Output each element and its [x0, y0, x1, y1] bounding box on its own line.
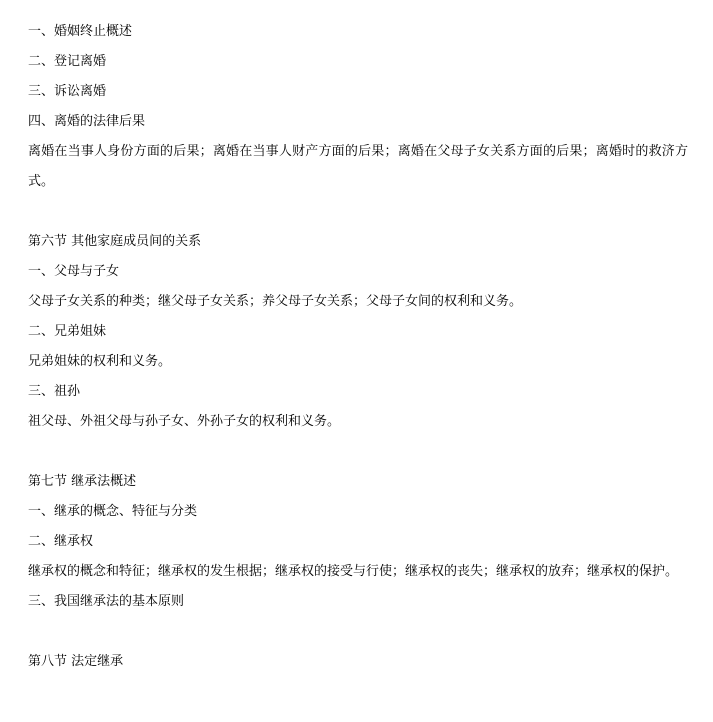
list-item: 一、婚姻终止概述: [28, 24, 133, 39]
paragraph: 继承权的概念和特征；继承权的发生根据；继承权的接受与行使；继承权的丧失；继承权的放弃；继承权的保护。: [28, 564, 679, 579]
list-item: 三、祖孙: [28, 384, 81, 399]
list-item: 二、登记离婚: [28, 54, 107, 69]
document-body: [28, 17, 688, 677]
spacer: [28, 617, 688, 647]
paragraph: 父母子女关系的种类；继父母子女关系；养父母子女关系；父母子女间的权利和义务。: [28, 294, 523, 309]
paragraph: 兄弟姐妹的权利和义务。: [28, 354, 172, 369]
section-heading: 第六节 其他家庭成员间的关系: [28, 234, 202, 249]
section-heading: 第七节 继承法概述: [28, 474, 137, 489]
paragraph: 祖父母、外祖父母与孙子女、外孙子女的权利和义务。: [28, 414, 341, 429]
list-item: 一、继承的概念、特征与分类: [28, 504, 198, 519]
spacer: [28, 437, 688, 467]
spacer: [28, 197, 688, 227]
list-item: 三、诉讼离婚: [28, 84, 107, 99]
list-item: 三、我国继承法的基本原则: [28, 594, 185, 609]
list-item: 四、离婚的法律后果: [28, 114, 146, 129]
list-item: 一、父母与子女: [28, 264, 120, 279]
paragraph: 离婚在当事人身份方面的后果；离婚在当事人财产方面的后果；离婚在父母子女关系方面的后果；离婚时的救济方式。: [28, 144, 688, 189]
list-item: 二、继承权: [28, 534, 94, 549]
list-item: 二、兄弟姐妹: [28, 324, 107, 339]
section-heading: 第八节 法定继承: [28, 654, 124, 669]
